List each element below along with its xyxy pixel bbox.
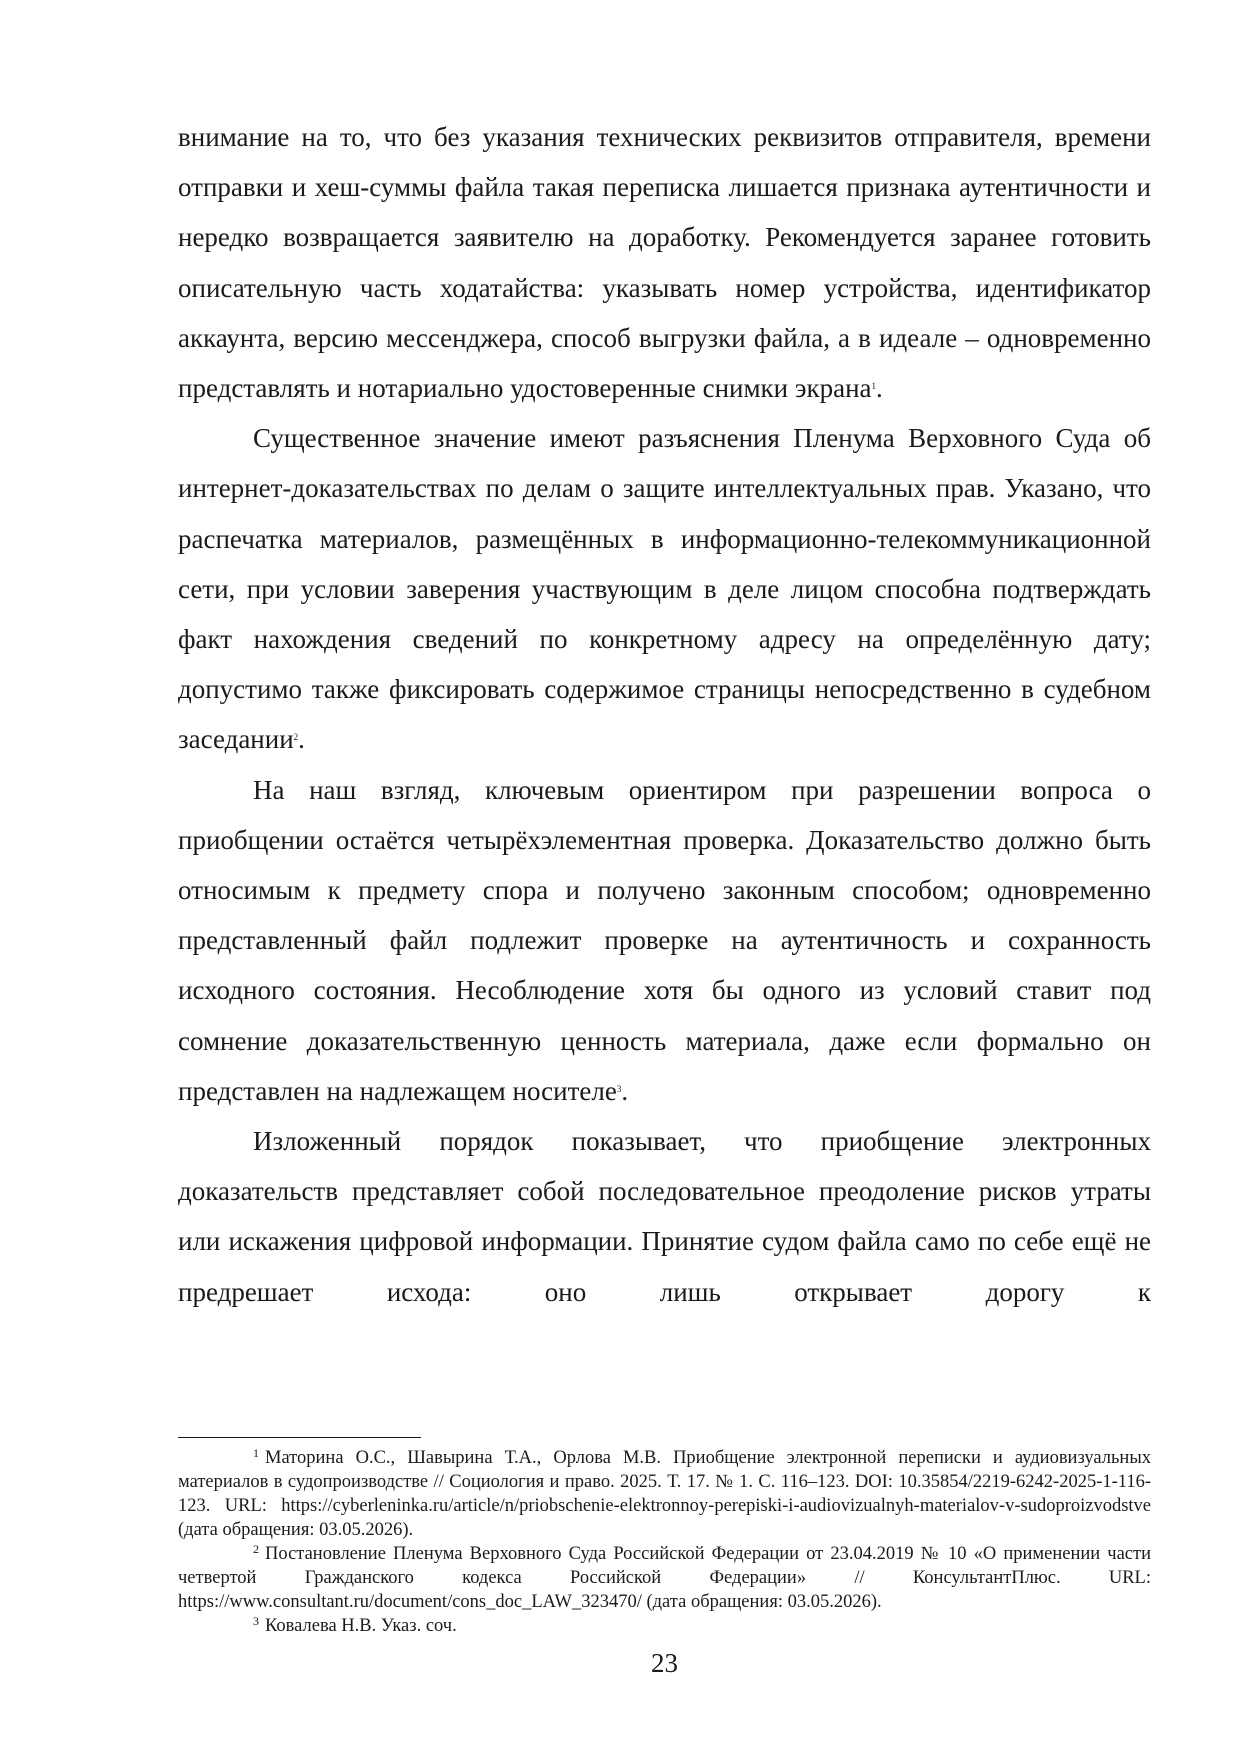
footnote-1-number: 1: [253, 1446, 259, 1460]
paragraph-2-end: .: [298, 724, 305, 755]
page-number: 23: [651, 1648, 678, 1678]
paragraph-2-text: Существенное значение имеют разъяснения Пленума Верховного Суда об интернет-доказательствах по делам о защите интеллектуальных прав. Указано, что распечатка материалов, размещённых в информационно-телекоммуникационной сети, при условии заверения участвующим в деле лицом способна подтверждать факт нахождения сведений по конкретному адресу на определённую дату; допустимо также фиксировать содержимое страницы непосредственно в судебном заседании: [178, 423, 1151, 755]
footnote-ref-2[interactable]: 2: [293, 732, 299, 743]
footnote-1-text: Маторина О.С., Шавырина Т.А., Орлова М.В. Приобщение электронной переписки и аудиовизуальных материалов в судопроизводстве // Социология и право. 2025. Т. 17. № 1. С. 116–123. DOI: 10.35854/2219-6242-2025-1-116-123. URL: https://cyberleninka.ru/article/n/priobschenie-elektronnoy-perepiski-i-audiovizualnyh-materialov-v-sudoproizvodstve (дата обращения: 03.05.2026).: [178, 1448, 1151, 1540]
footnote-2-number: 2: [253, 1542, 259, 1556]
paragraph-3-text: На наш взгляд, ключевым ориентиром при разрешении вопроса о приобщении остаётся четырёхэлементная проверка. Доказательство должно быть относимым к предмету спора и получено законным способом; одновременно представленный файл подлежит проверке на аутентичность и сохранность исходного состояния. Несоблюдение хотя бы одного из условий ставит под сомнение доказательственную ценность материала, даже если формально он представлен на надлежащем носителе: [178, 774, 1151, 1106]
paragraph-4: [178, 1116, 1151, 1317]
footnote-3: [178, 1614, 1151, 1638]
footnote-ref-1[interactable]: 1: [871, 380, 876, 391]
paragraph-4-text: Изложенный порядок показывает, что приобщение электронных доказательств представляет собой последовательное преодоление рисков утраты или искажения цифровой информации. Принятие судом файла само по себе ещё не предрешает исхода: оно лишь открывает дорогу к: [178, 1126, 1151, 1307]
body-text: [178, 112, 1151, 1317]
footnote-separator: [178, 1437, 421, 1438]
paragraph-1: [178, 112, 1151, 413]
paragraph-3-end: .: [621, 1075, 629, 1106]
footnote-2-text: Постановление Пленума Верховного Суда Российской Федерации от 23.04.2019 № 10 «О применении части четвертой Гражданского кодекса Российской Федерации» // КонсультантПлюс. URL: https://www.consultant.ru/document/cons_doc_LAW_323470/ (дата обращения: 03.05.2026).: [178, 1544, 1151, 1612]
footnote-1: [178, 1446, 1151, 1542]
footnote-3-text: Ковалева Н.В. Указ. соч.: [265, 1616, 457, 1636]
paragraph-1-text: внимание на то, что без указания технических реквизитов отправителя, времени отправки и хеш-суммы файла такая переписка лишается признака аутентичности и нередко возвращается заявителю на доработку. Рекомендуется заранее готовить описательную часть ходатайства: указывать номер устройства, идентификатор аккаунта, версию мессенджера, способ выгрузки файла, а в идеале – одновременно представлять и нотариально удостоверенные снимки экрана: [178, 122, 1151, 404]
paragraph-3: [178, 765, 1151, 1116]
footnote-ref-3[interactable]: 3: [616, 1083, 622, 1094]
paragraph-2: [178, 413, 1151, 764]
paragraph-1-end: .: [876, 373, 883, 404]
footnotes: [178, 1446, 1151, 1638]
footnote-3-number: 3: [253, 1614, 259, 1628]
footnote-2: [178, 1542, 1151, 1614]
